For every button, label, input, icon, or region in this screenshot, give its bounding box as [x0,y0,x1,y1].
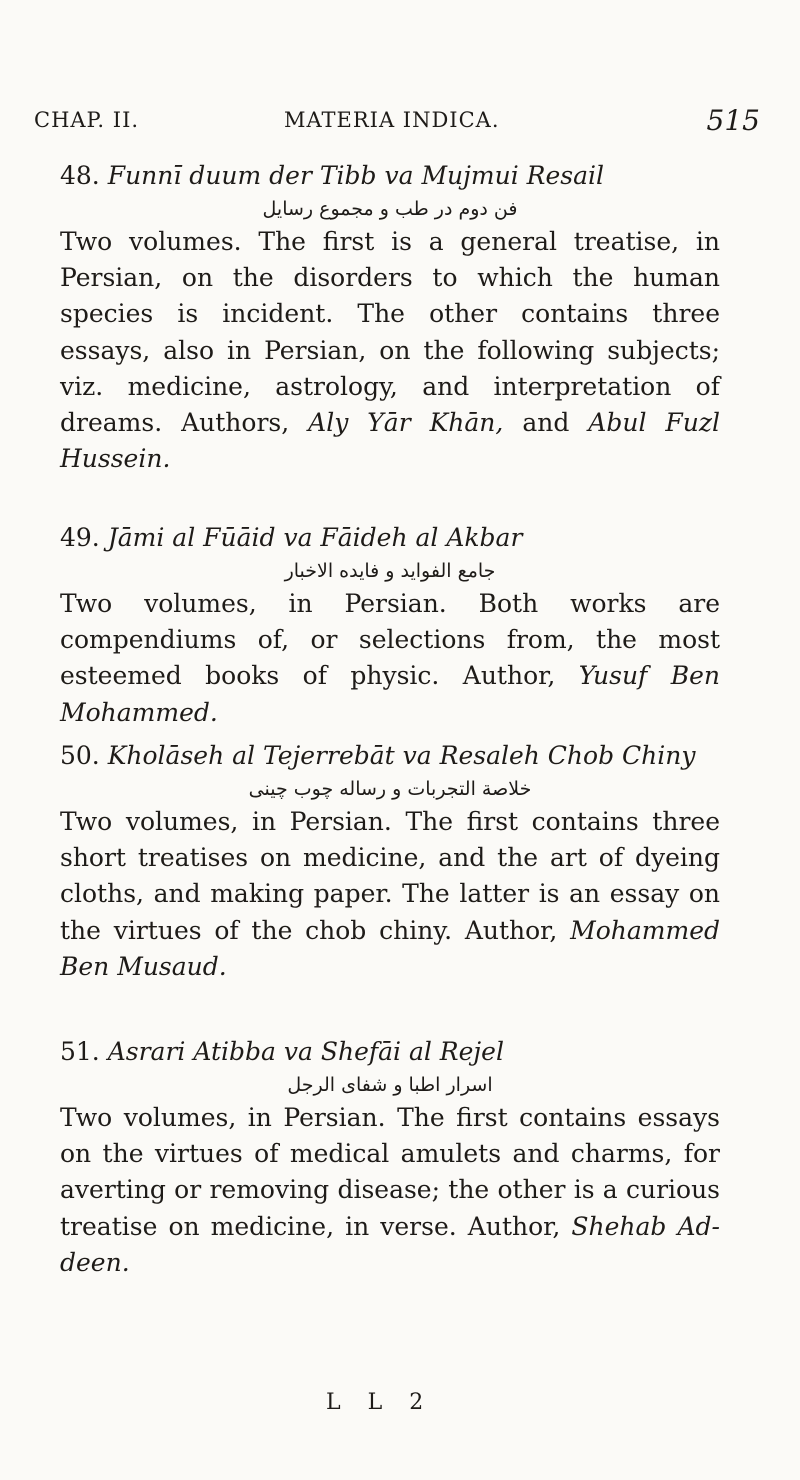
running-header [28,104,760,144]
catalog-entry-50 [60,738,720,985]
printer-signature: L L 2 [326,1390,434,1415]
catalog-entry-49 [60,520,720,731]
entry-title: 51. Asrari Atibba va Shefāi al Rejel [60,1037,504,1066]
entry-description: Two volumes, in Persian. Both works are compendiums of, or selections from, the most esteemed books of physic. Author, Yusuf Ben Mohammed. [60,589,720,727]
entry-arabic-title: جامع الفواید و فایده الاخبار [284,560,496,582]
chapter-label: CHAP. II. [34,108,140,132]
page-number: 515 [706,104,760,137]
entry-title: 49. Jāmi al Fūāid va Fāideh al Akbar [60,523,523,552]
entry-title: 48. Funnī duum der Tibb va Mujmui Resail [60,161,605,190]
entry-arabic-title: فن دوم در طب و مجموع رسایل [262,198,518,220]
entry-arabic-title: اسرار اطبا و شفای الرجل [287,1074,493,1096]
catalog-entry-48 [60,158,720,477]
entry-description: Two volumes. The first is a general treatise, in Persian, on the disorders to which the human species is incident. The other contains three essays, also in Persian, on the following subjects; viz. medicine, astrology, and interpretation of dreams. Authors, Aly Yār Khān, and Abul Fuzl Hussein. [60,227,721,474]
entry-arabic-title: خلاصة التجربات و رساله چوب چینی [248,778,532,800]
running-title: MATERIA INDICA. [284,108,500,132]
entry-title: 50. Kholāseh al Tejerrebāt va Resaleh Chob Chiny [60,741,696,770]
entry-description: Two volumes, in Persian. The first contains essays on the virtues of medical amulets and charms, for averting or removing disease; the other is a curious treatise on medicine, in verse. Author, Shehab Ad-deen. [60,1103,721,1277]
entry-description: Two volumes, in Persian. The first contains three short treatises on medicine, and the art of dyeing cloths, and making paper. The latter is an essay on the virtues of the chob chiny. Author, Mohammed Ben Musaud. [60,807,721,981]
catalog-entry-51 [60,1034,720,1281]
